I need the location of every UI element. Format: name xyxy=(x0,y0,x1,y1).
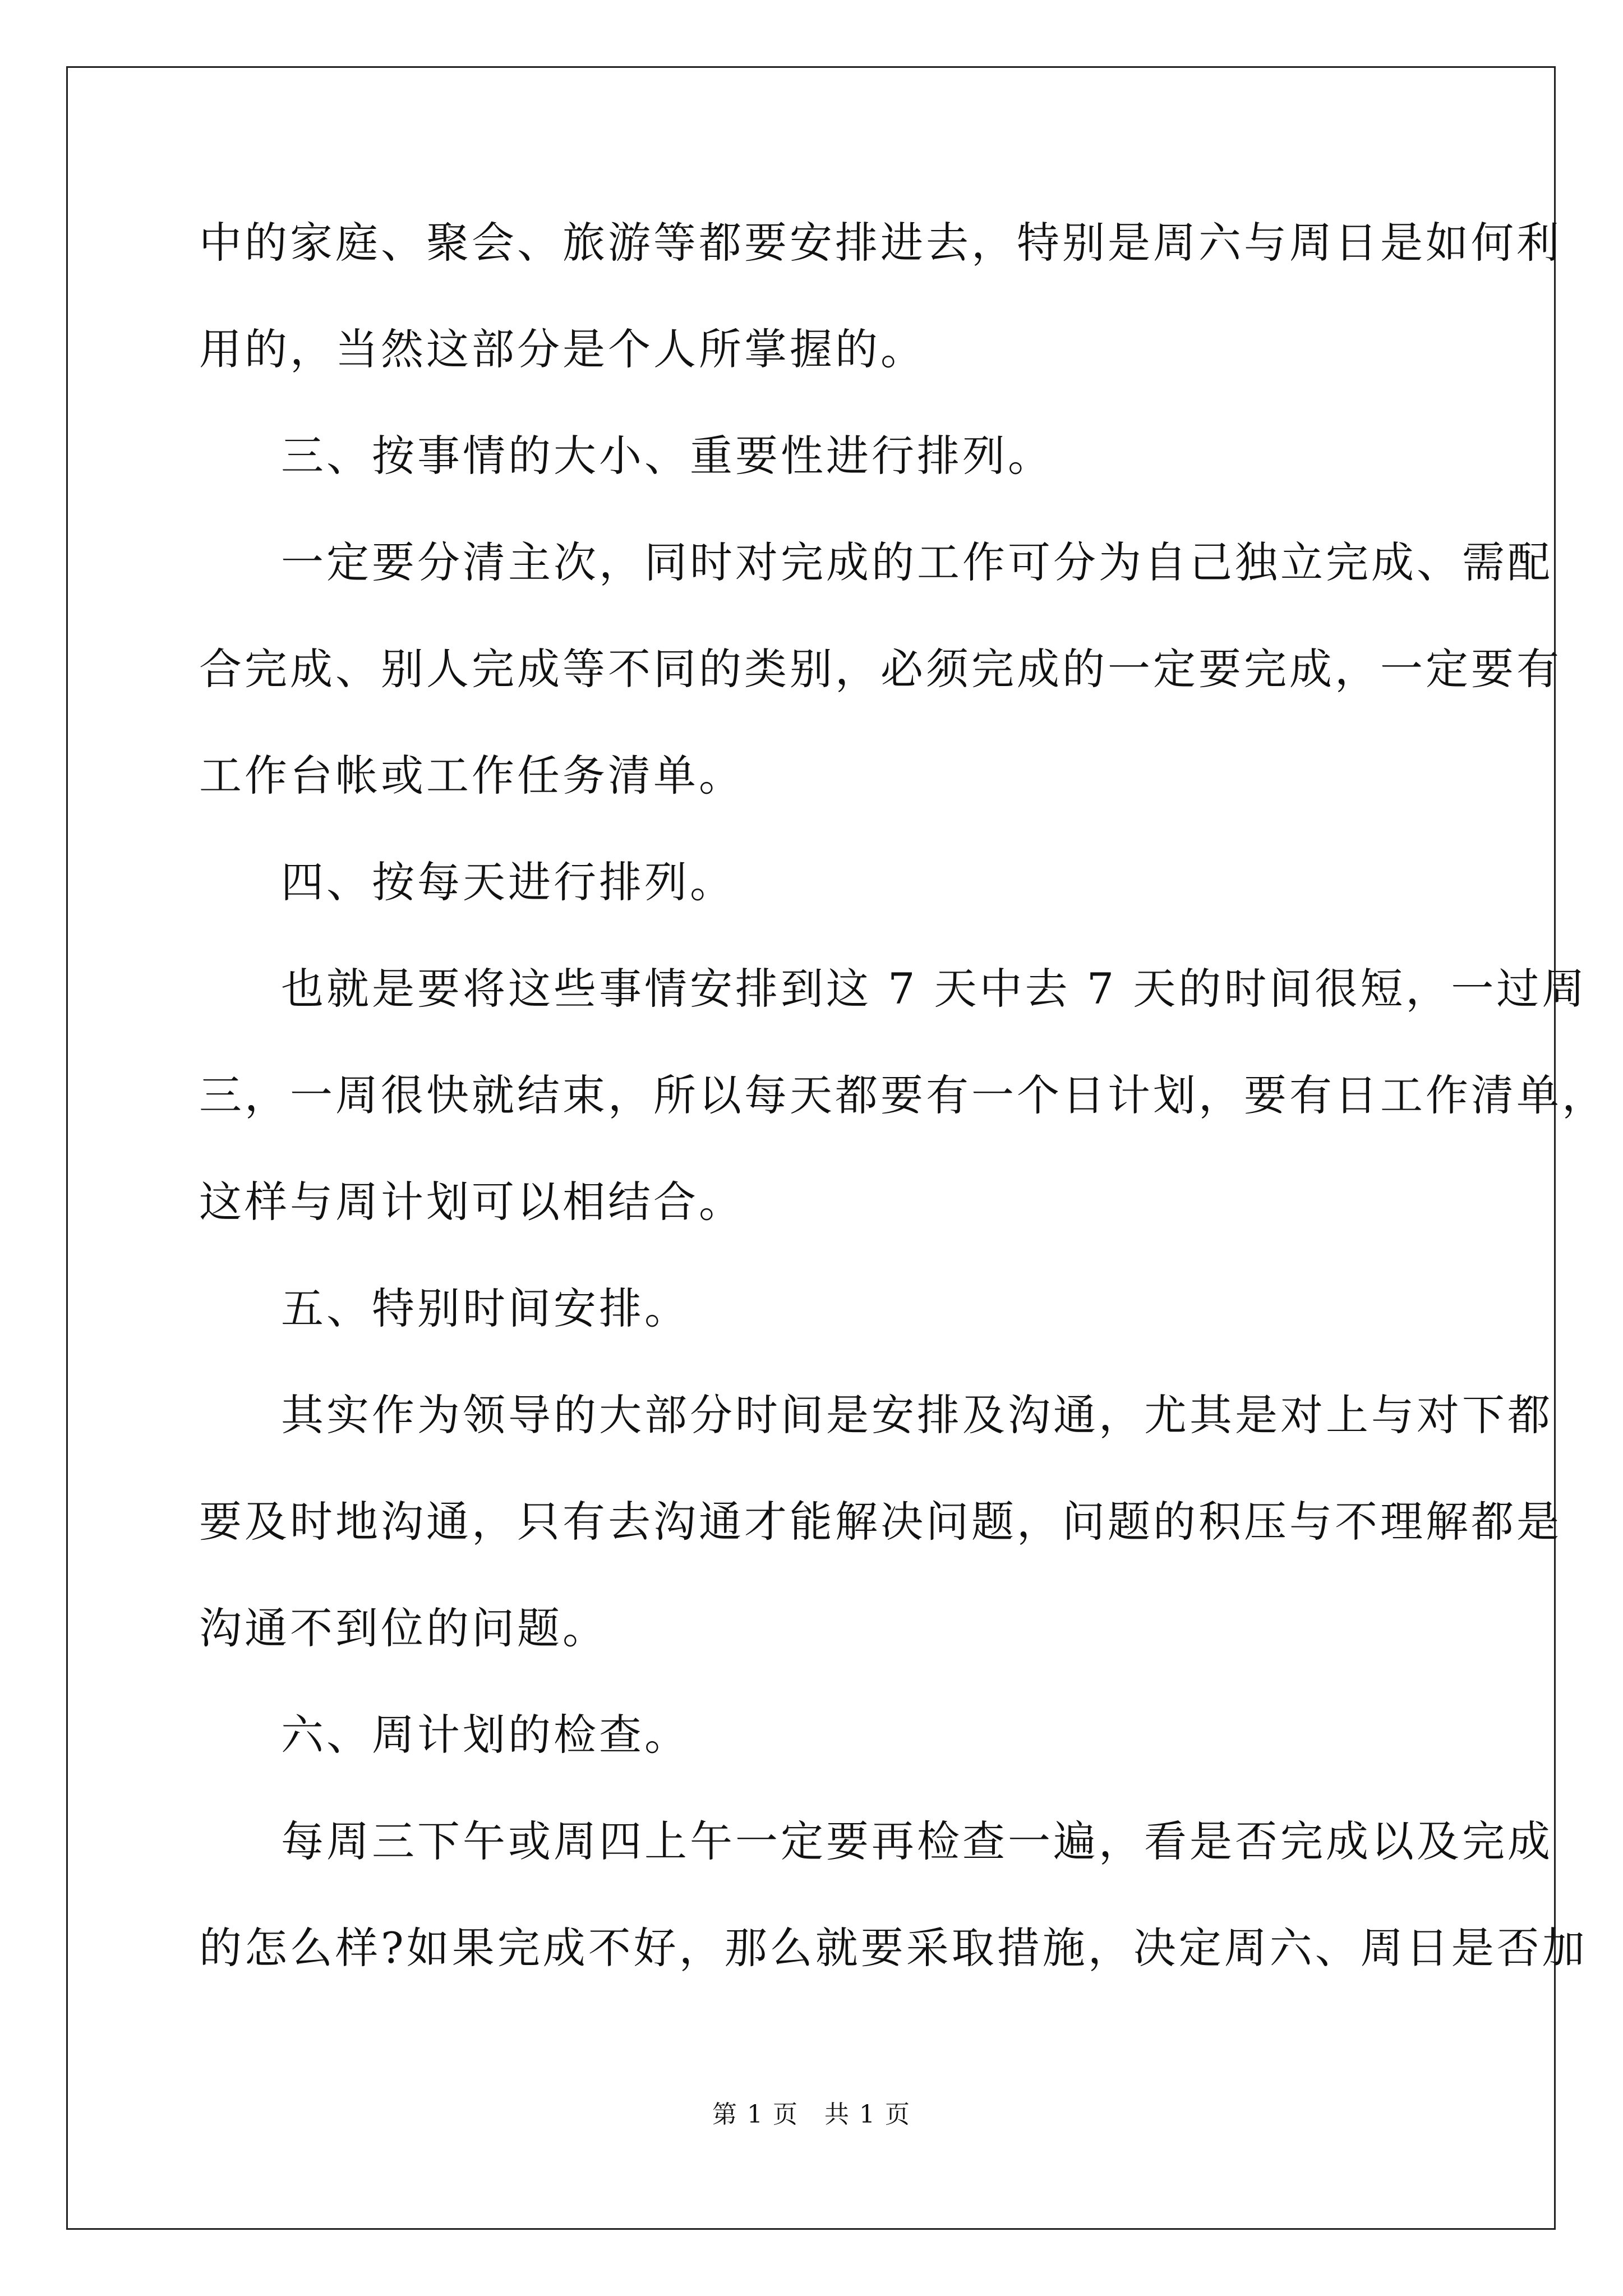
body-line: 用的，当然这部分是个人所掌握的。 xyxy=(199,324,926,374)
body-line: 也就是要将这些事情安排到这 7 天中去 7 天的时间很短，一过周 xyxy=(281,964,1588,1014)
body-line: 中的家庭、聚会、旅游等都要安排进去，特别是周六与周日是如何利 xyxy=(199,218,1562,268)
body-line: 合完成、别人完成等不同的类别，必须完成的一定要完成，一定要有 xyxy=(199,644,1562,694)
body-line: 每周三下午或周四上午一定要再检查一遍，看是否完成以及完成 xyxy=(281,1816,1553,1866)
section-heading: 三、按事情的大小、重要性进行排列。 xyxy=(281,431,1053,481)
body-line: 三，一周很快就结束，所以每天都要有一个日计划，要有日工作清单， xyxy=(199,1070,1607,1120)
section-heading: 四、按每天进行排列。 xyxy=(281,857,735,907)
body-line: 一定要分清主次，同时对完成的工作可分为自己独立完成、需配 xyxy=(281,537,1553,587)
page-footer: 第 1 页 共 1 页 xyxy=(712,2100,911,2129)
body-line: 其实作为领导的大部分时间是安排及沟通，尤其是对上与对下都 xyxy=(281,1390,1553,1440)
section-heading: 五、特别时间安排。 xyxy=(281,1283,690,1333)
body-line: 的怎么样?如果完成不好，那么就要采取措施，决定周六、周日是否加 xyxy=(199,1923,1588,1973)
body-line: 要及时地沟通，只有去沟通才能解决问题，问题的积压与不理解都是 xyxy=(199,1497,1562,1547)
body-line: 这样与周计划可以相结合。 xyxy=(199,1177,744,1227)
body-line: 沟通不到位的问题。 xyxy=(199,1603,608,1653)
body-line: 工作台帐或工作任务清单。 xyxy=(199,751,744,800)
page-border xyxy=(66,66,1607,2230)
section-heading: 六、周计划的检查。 xyxy=(281,1710,690,1760)
